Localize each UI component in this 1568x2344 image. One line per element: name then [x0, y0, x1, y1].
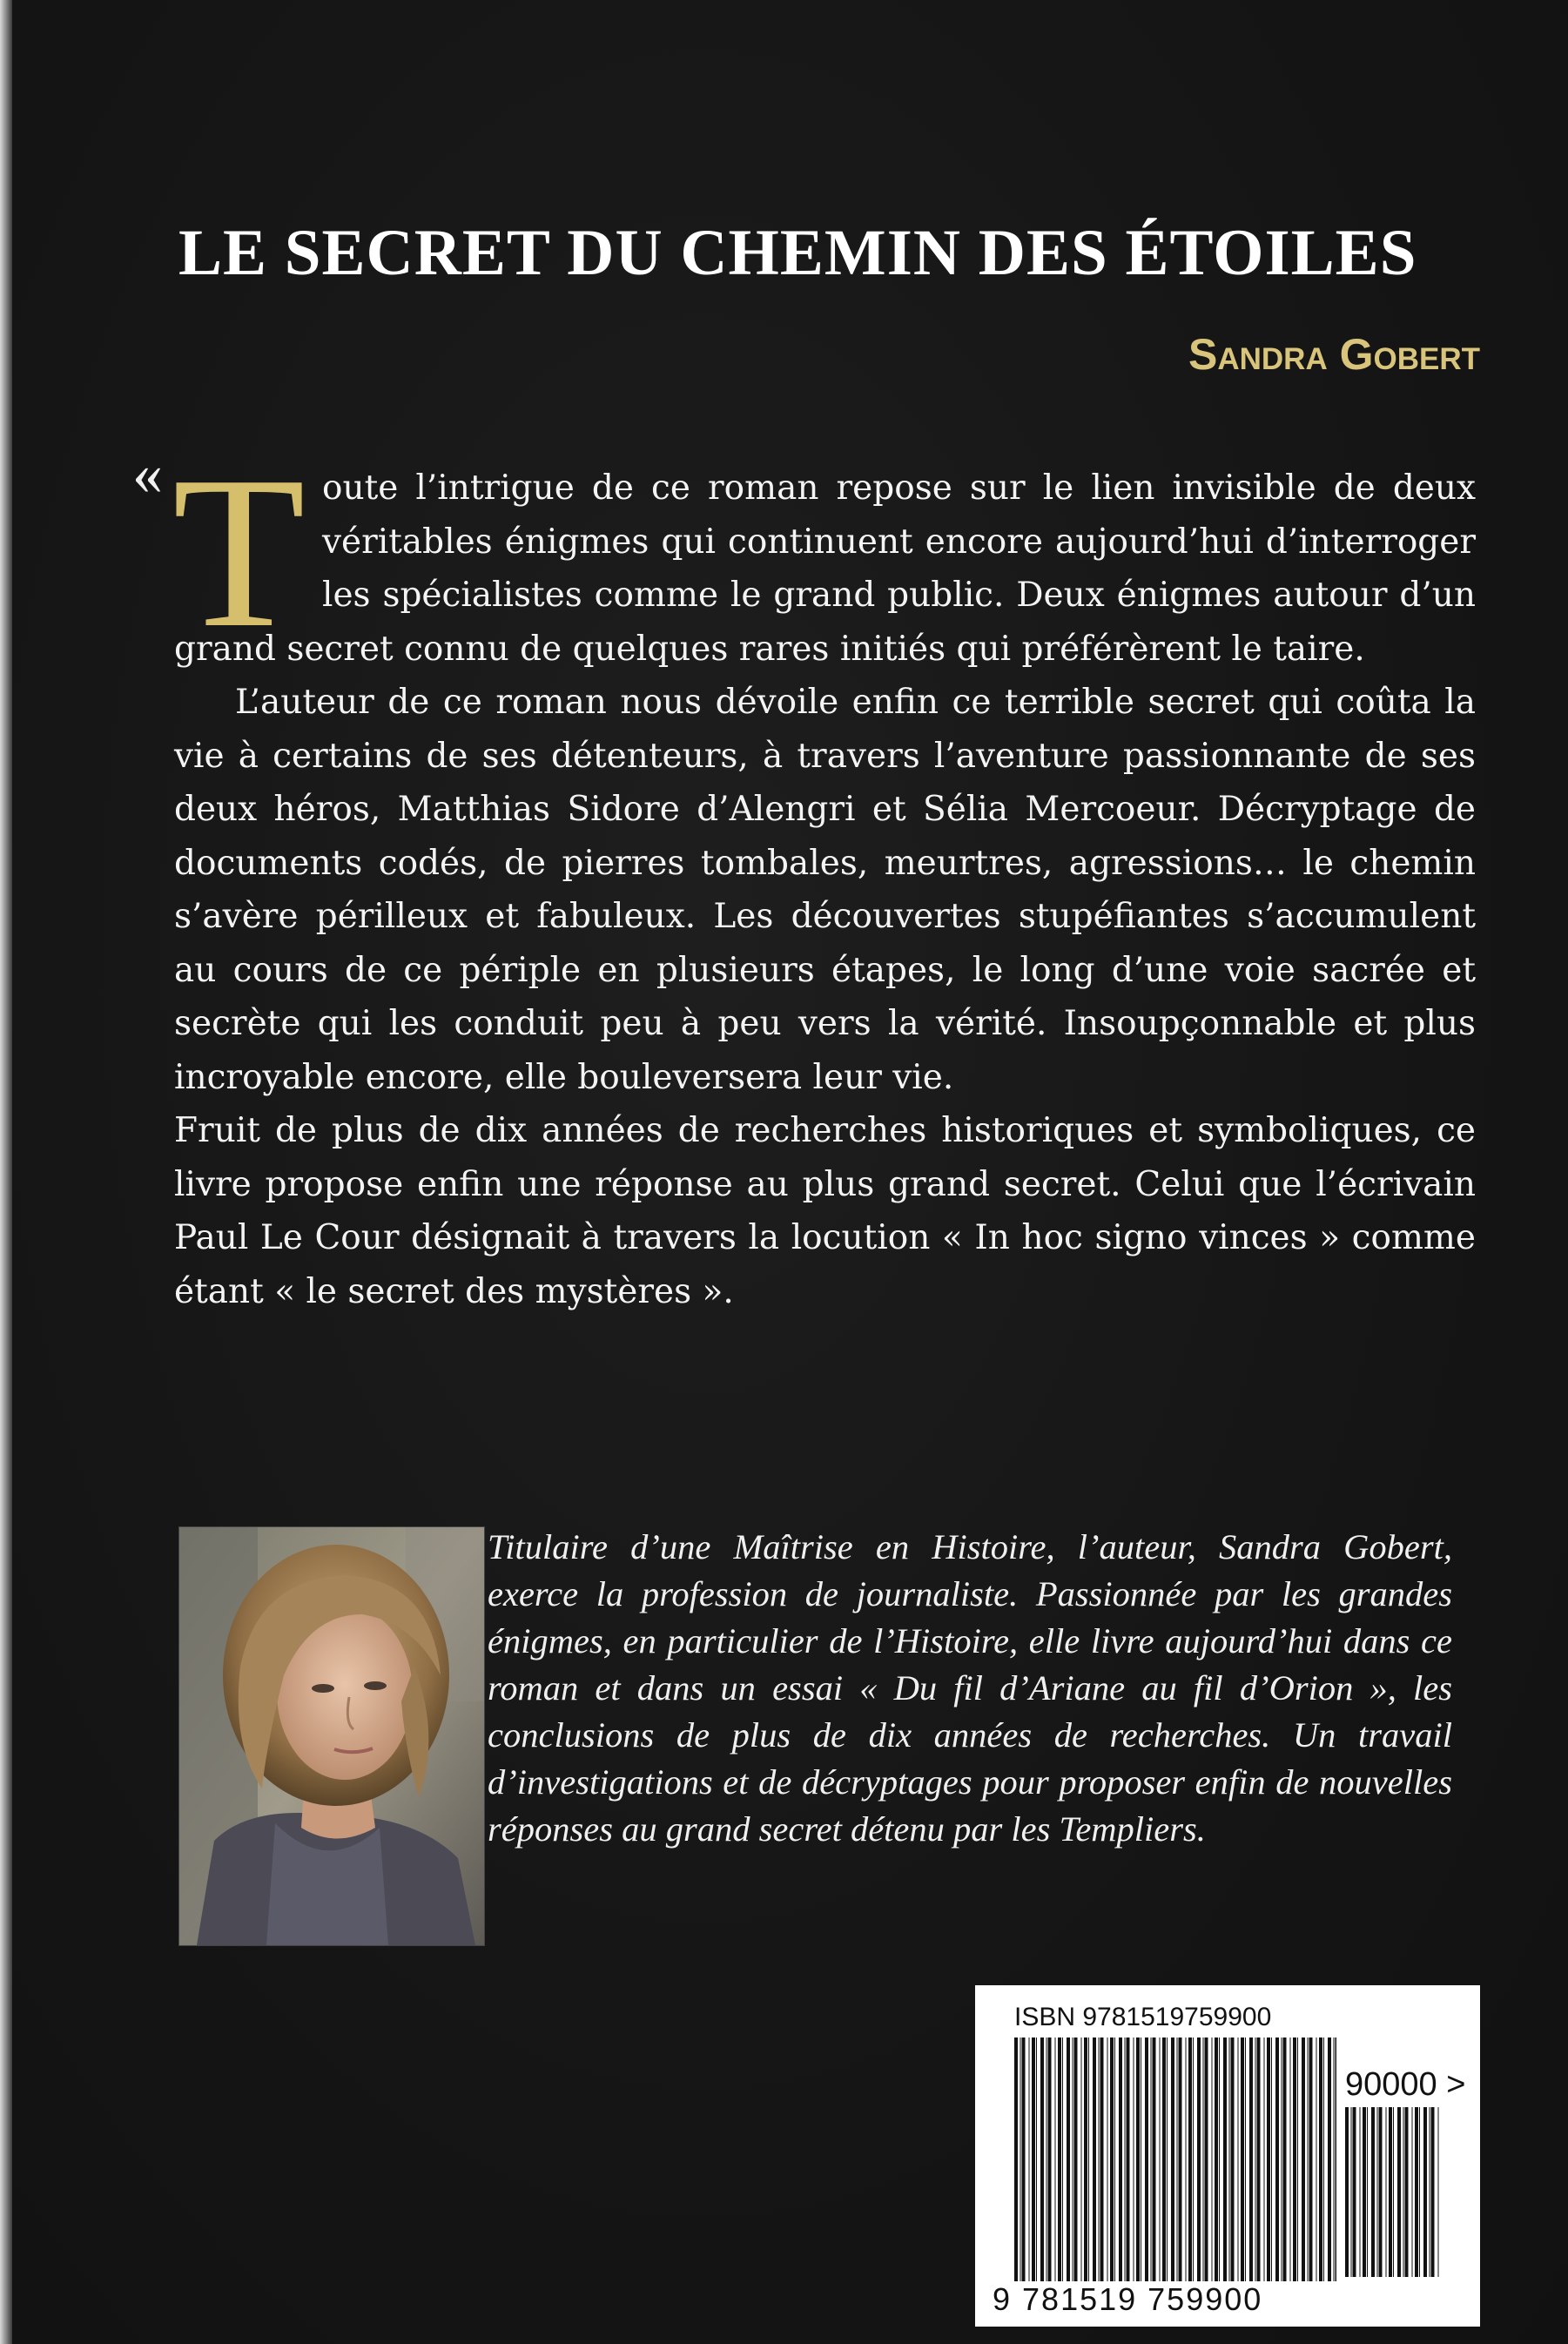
barcode-bar — [1360, 2107, 1361, 2277]
barcode-bar — [1393, 2107, 1394, 2277]
author-photo — [178, 1526, 485, 1946]
barcode-bar — [1099, 2038, 1100, 2281]
author-bio: Titulaire d’une Maîtrise en Histoire, l’auteur, Sandra Gobert, exerce la profession de journaliste. Passionnée par les grandes énigmes, en particulier de l’Histoire, elle livre aujourd’hui dans ce roman et dans un essai « Du fil d’Ariane au fil d’Orion », les conclusions de plus de dix années de recherches. Un travail d’investigations et de décryptages pour proposer enfin de nouvelles réponses au grand secret détenu par les Templiers. — [488, 1527, 1452, 1849]
barcode-bar — [1193, 2038, 1194, 2281]
barcode-bar — [1127, 2038, 1130, 2281]
barcode-main-bars — [1014, 2038, 1336, 2281]
barcode-bar — [1125, 2038, 1126, 2281]
barcode-bar — [1188, 2038, 1192, 2281]
barcode-bar — [1153, 2038, 1156, 2281]
back-cover-blurb — [174, 461, 1476, 1318]
barcode-bar — [1160, 2038, 1161, 2281]
barcode-bar — [1334, 2038, 1335, 2281]
opening-quote-mark: « — [132, 441, 163, 508]
barcode-bar — [1389, 2107, 1392, 2277]
barcode-bar — [1290, 2038, 1291, 2281]
barcode-bar — [1022, 2038, 1026, 2281]
barcode-bar — [1162, 2038, 1166, 2281]
barcode-bar — [1367, 2107, 1368, 2277]
barcode-bar — [1032, 2038, 1035, 2281]
barcode-bar — [1088, 2038, 1089, 2281]
barcode-bar — [1231, 2038, 1235, 2281]
barcode-bar — [1257, 2038, 1261, 2281]
barcode-bar — [1351, 2107, 1352, 2277]
barcode-bar — [1179, 2038, 1182, 2281]
barcode-bar — [1055, 2038, 1056, 2281]
barcode-bar — [1397, 2107, 1401, 2277]
barcode-bar — [1302, 2038, 1305, 2281]
barcode-bar — [1271, 2038, 1272, 2281]
barcode-bar — [1319, 2038, 1322, 2281]
barcode-bar — [1238, 2038, 1239, 2281]
blurb-paragraph-3: Fruit de plus de dix années de recherches historiques et symboliques, ce livre propose enfin une réponse au plus grand secret. Celui que l’écrivain Paul Le Cour désignait à travers la locution « In hoc signo vinces » comme étant « le secret des mystères ». — [174, 1111, 1476, 1311]
barcode-bar — [1186, 2038, 1187, 2281]
barcode-bar — [1297, 2038, 1298, 2281]
barcode-bar — [1255, 2038, 1256, 2281]
barcode-bar — [1119, 2038, 1122, 2281]
blurb-paragraph-1 — [174, 461, 1476, 676]
barcode-bar — [1107, 2038, 1108, 2281]
barcode-bar — [1151, 2038, 1152, 2281]
book-title: LE SECRET DU CHEMIN DES ÉTOILES — [178, 217, 1417, 289]
barcode-bar — [1020, 2038, 1021, 2281]
barcode-bar — [1212, 2038, 1213, 2281]
barcode-bar — [1046, 2038, 1047, 2281]
barcode-bar — [1316, 2038, 1317, 2281]
price-code: 90000 > — [1345, 2066, 1466, 2103]
barcode-bar — [1431, 2107, 1435, 2277]
isbn-barcode — [975, 1985, 1480, 2327]
barcode-bar — [1403, 2107, 1404, 2277]
isbn-label: ISBN 9781519759900 — [1014, 2003, 1272, 2031]
barcode-bar — [1264, 2038, 1265, 2281]
barcode-bar — [1283, 2038, 1287, 2281]
barcode-bar — [1249, 2038, 1253, 2281]
isbn-digits: 9 781519 759900 — [993, 2281, 1263, 2317]
barcode-bar — [1100, 2038, 1104, 2281]
author-name: Sandra Gobert — [1188, 330, 1480, 379]
barcode-bar — [1377, 2107, 1378, 2277]
barcode-bar — [1229, 2038, 1230, 2281]
blurb-paragraph-1-text: oute l’intrigue de ce roman repose sur le lien invisible de deux véritables énigmes qui continuent encore aujourd’hui d’interroger les spécialistes comme le grand public. Deux énigmes autour d’un grand secret connu de quelques rares initiés qui préférèrent le taire. — [174, 468, 1476, 669]
barcode-bar — [1275, 2038, 1279, 2281]
barcode-addon-bars — [1345, 2107, 1441, 2277]
barcode-bar — [1293, 2038, 1296, 2281]
barcode-bar — [1062, 2038, 1063, 2281]
barcode-bar — [1081, 2038, 1082, 2281]
barcode-bar — [1067, 2038, 1070, 2281]
barcode-bar — [1215, 2038, 1218, 2281]
barcode-bar — [1014, 2038, 1018, 2281]
barcode-bar — [1110, 2038, 1114, 2281]
barcode-bar — [1386, 2107, 1387, 2277]
barcode-bar — [1379, 2107, 1383, 2277]
barcode-bar — [1036, 2038, 1037, 2281]
drop-cap-letter: T — [172, 432, 306, 673]
barcode-bar — [1093, 2038, 1096, 2281]
barcode-bar — [1203, 2038, 1204, 2281]
barcode-bar — [1040, 2038, 1044, 2281]
barcode-bar — [1205, 2038, 1208, 2281]
barcode-bar — [1308, 2038, 1309, 2281]
barcode-bar — [1136, 2038, 1140, 2281]
barcode-bar — [1084, 2038, 1087, 2281]
barcode-bar — [1419, 2107, 1420, 2277]
barcode-bar — [1415, 2107, 1418, 2277]
barcode-bar — [1363, 2107, 1366, 2277]
barcode-bar — [1371, 2107, 1375, 2277]
barcode-bar — [1412, 2107, 1413, 2277]
barcode-bar — [1267, 2038, 1270, 2281]
barcode-bar — [1245, 2038, 1246, 2281]
barcode-bar — [1219, 2038, 1220, 2281]
blurb-paragraph-2: L’auteur de ce roman nous dévoile enfin ce terrible secret qui coûta la vie à certains de ses détenteurs, à travers l’aventure passionnante de ses deux héros, Matthias Sidore d’Alengri et Sélia Mercoeur. Décryptage de documents codés, de pierres tombales, meurtres, agressions… le chemin s’avère périlleux et fabuleux. Les découvertes stupéfiantes s’accumulent au cours de ce périple en plusieurs étapes, le long d’une voie sacrée et secrète qui les conduit peu à peu vers la vérité. Insoupçonnable et plus incroyable encore, elle bouleversera leur vie. — [174, 683, 1476, 1097]
barcode-bar — [1309, 2038, 1313, 2281]
barcode-bar — [1353, 2107, 1356, 2277]
barcode-bar — [1223, 2038, 1227, 2281]
barcode-bar — [1405, 2107, 1409, 2277]
barcode-bar — [1345, 2107, 1349, 2277]
author-portrait-image — [179, 1527, 484, 1945]
barcode-bar — [1241, 2038, 1244, 2281]
barcode-bar — [1323, 2038, 1324, 2281]
barcode-bar — [1177, 2038, 1178, 2281]
barcode-bar — [1167, 2038, 1168, 2281]
barcode-bar — [1438, 2107, 1439, 2277]
barcode-bar — [1145, 2038, 1148, 2281]
barcode-bar — [1423, 2107, 1427, 2277]
barcode-bar — [1171, 2038, 1174, 2281]
barcode-bar — [1328, 2038, 1331, 2281]
barcode-bar — [1048, 2038, 1052, 2281]
barcode-bar — [1114, 2038, 1115, 2281]
barcode-bar — [1197, 2038, 1201, 2281]
barcode-bar — [1074, 2038, 1078, 2281]
barcode-bar — [1336, 2038, 1337, 2281]
barcode-bar — [1058, 2038, 1061, 2281]
barcode-bar — [1029, 2038, 1030, 2281]
